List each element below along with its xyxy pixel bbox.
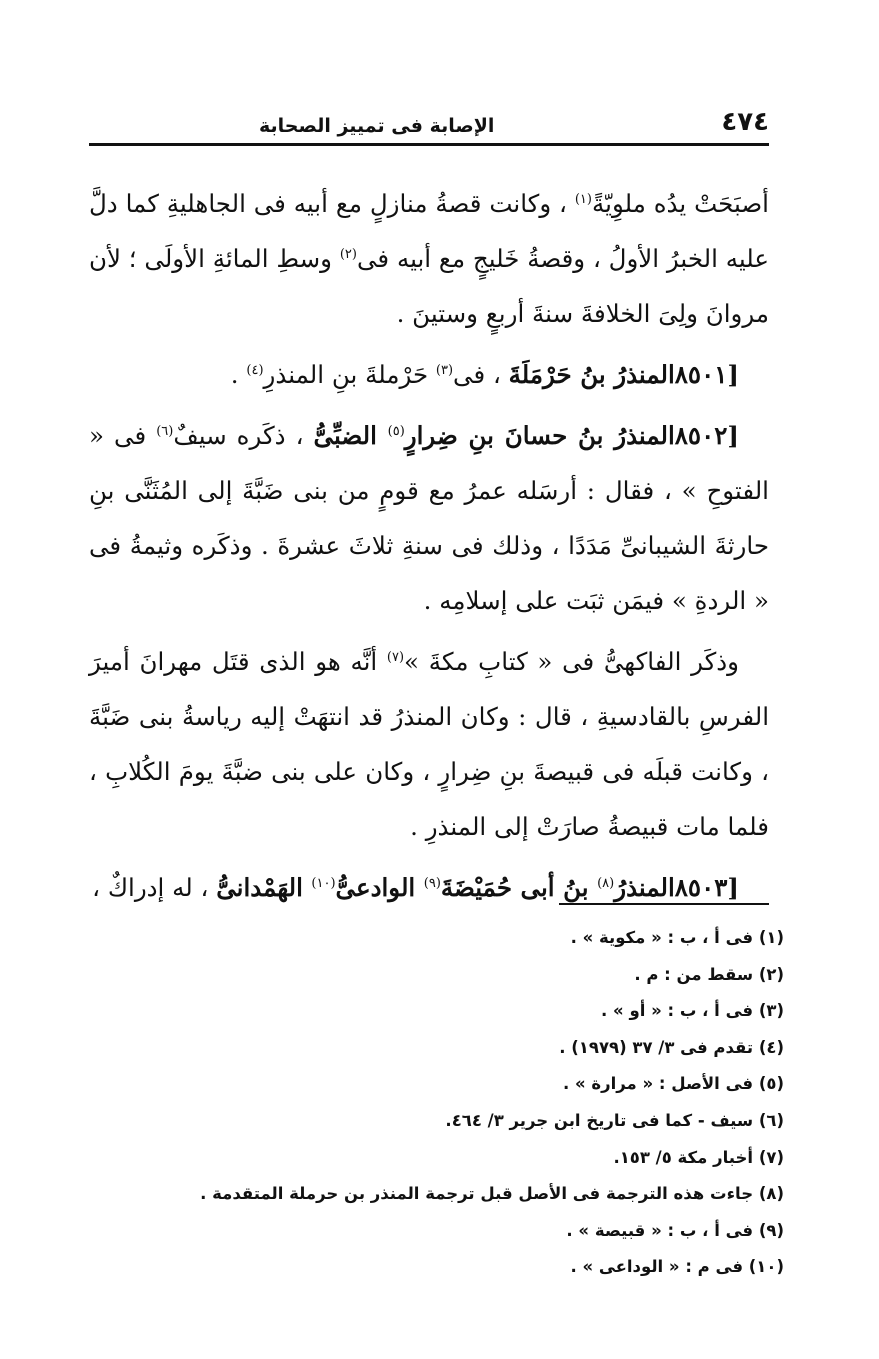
footnote-ref: (٣) <box>435 362 454 378</box>
entry-name: الهَمْدانىُّ <box>216 873 312 902</box>
footnote: (٥) فى الأصل : « مرارة » . <box>562 1074 784 1094</box>
footnote: (٩) فى أ ، ب : « قبيصة » . <box>566 1220 784 1240</box>
text-span: . <box>230 360 247 389</box>
footnotes <box>89 920 784 1286</box>
footnote-ref: (٧) <box>386 649 405 665</box>
footnote-ref: (١٠) <box>311 875 336 891</box>
footnote: (٣) فى أ ، ب : « أو » . <box>601 1001 784 1021</box>
text-span: وذكَر الفاكهىُّ فى « كتابِ مكةَ » <box>404 647 739 676</box>
entry-8503 <box>89 860 769 915</box>
entry-name: الضبِّىُّ <box>313 421 388 450</box>
text-span: حَرْملةَ بنِ المنذرِ <box>263 360 436 389</box>
footnote: (٧) أخبار مكة ٥/ ١٥٣. <box>613 1147 784 1167</box>
footnote-ref: (٨) <box>597 875 615 891</box>
text-span: فى « الفتوحِ » ، فقال : أرسَله عمرُ مع قومٍ من بنى ضَبَّةَ إلى المُثَنَّى بنِ حارثةَ الشيبانىِّ مَدَدًا ، وذلك فى سنةِ ثلاثَ عشرةَ . وذكَره وثيمةُ فى « الردةِ » فيمَن ثبَت على إسلامِه . <box>89 421 769 615</box>
entry-8502 <box>89 408 769 628</box>
footnote: (٨) جاءت هذه الترجمة فى الأصل قبل ترجمة المنذر بن حرملة المتقدمة . <box>200 1184 784 1204</box>
entry-8501 <box>89 347 769 402</box>
entry-name: المنذرُ بنُ حَرْمَلَةَ <box>508 360 675 389</box>
entry-name: بنُ أبى حُمَيْضَةَ <box>440 873 598 902</box>
text-span: ، وكانت قصةُ منازلٍ مع أبيه فى الجاهليةِ كما دلَّ عليه الخبرُ الأولُ ، وقصةُ خَليجٍ مع أبيه فى <box>89 189 769 273</box>
text-span: ، ذكَره سيفٌ <box>173 421 314 450</box>
text-span: ، فى <box>453 360 509 389</box>
paragraph-intro <box>89 176 769 341</box>
footnote-separator <box>559 903 769 905</box>
footnote-ref: (٢) <box>339 246 357 262</box>
footnote: (١٠) فى م : « الوداعى » . <box>570 1257 784 1277</box>
footnote-ref: (٦) <box>156 423 174 439</box>
entry-number: [٨٥٠٣ <box>674 873 739 902</box>
running-title: الإصابة فى تمييز الصحابة <box>259 115 495 137</box>
entry-name: الوادعىُّ <box>335 873 424 902</box>
footnote: (٢) سقط من : م . <box>634 964 784 984</box>
footnote: (٦) سيف - كما فى تاريخ ابن جرير ٣/ ٤٦٤. <box>445 1110 784 1130</box>
footnote-ref: (٥) <box>387 423 405 439</box>
footnote-ref: (٤) <box>246 362 264 378</box>
page-number: ٤٧٤ <box>721 107 769 137</box>
main-text <box>89 176 769 915</box>
entry-name: المنذرُ بنُ حسانَ بنِ ضِرارٍ <box>404 421 675 450</box>
paragraph-fakihi <box>89 634 769 854</box>
text-span: أنَّه هو الذى قتَل مهرانَ أميرَ الفرسِ بالقادسيةِ ، قال : وكان المنذرُ قد انتهَتْ إليه رياسةُ بنى ضَبَّةَ ، وكانت قبلَه فى قبيصةَ بنِ ضِرارٍ ، وكان على بنى ضبَّةَ يومَ الكُلابِ ، فلما مات قبيصةُ صارَتْ إلى المنذرِ . <box>89 647 769 841</box>
footnote-ref: (١) <box>574 191 592 207</box>
footnote: (٤) تقدم فى ٣/ ٣٧ (١٩٧٩) . <box>559 1037 784 1057</box>
text-span: ، له إدراكٌ ، <box>92 873 217 902</box>
entry-name: المنذرُ <box>614 873 675 902</box>
footnote: (١) فى أ ، ب : « مكوية » . <box>570 928 784 947</box>
text-span: أصبَحَتْ يدُه ملوِيّةً <box>591 189 769 218</box>
page-header <box>89 108 769 146</box>
footnote-ref: (٩) <box>423 875 441 891</box>
text-span: وسطِ المائةِ الأولَى ؛ لأن مروانَ ولِىَ الخلافةَ سنةَ أربعٍ وستينَ . <box>89 244 769 328</box>
entry-number: [٨٥٠٢ <box>674 421 739 450</box>
entry-number: [٨٥٠١ <box>674 360 739 389</box>
